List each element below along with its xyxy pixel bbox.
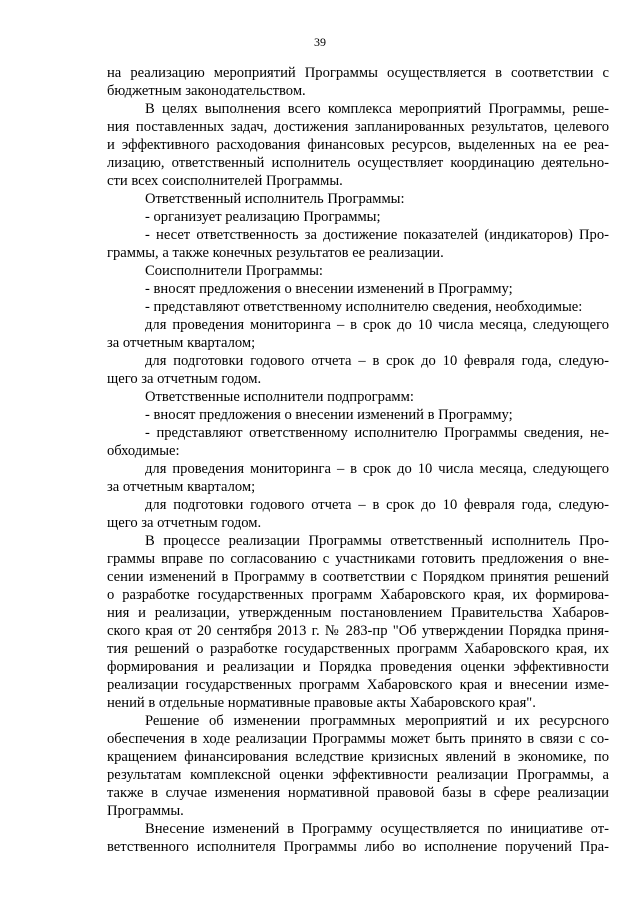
text-line: Ответственный исполнитель Программы: <box>145 191 405 207</box>
text-line: Внесение изменений в Программу осуществляется по инициативе от- <box>145 821 609 837</box>
text-line: щего за отчетным годом. <box>107 371 262 387</box>
text-line: Программы. <box>107 803 184 819</box>
text-line: - представляют ответственному исполнителю сведения, необходимые: <box>145 299 583 315</box>
text-line: лизацию, ответственный исполнитель осуществляет координацию деятельно- <box>107 155 609 171</box>
text-line: ского края от 20 сентября 2013 г. № 283-пр "Об утверждении Порядка приня- <box>107 623 609 639</box>
text-line: сении изменений в Программу в соответствии с Порядком принятия решений <box>107 569 609 585</box>
text-line: для подготовки годового отчета – в срок до 10 февраля года, следую- <box>145 353 609 369</box>
text-line: результатам комплексной оценки эффективности реализации Программы, а <box>107 767 609 783</box>
text-line: сти всех соисполнителей Программы. <box>107 173 343 189</box>
text-line: В процессе реализации Программы ответственный исполнитель Про- <box>145 533 609 549</box>
text-line: для подготовки годового отчета – в срок до 10 февраля года, следую- <box>145 497 609 513</box>
text-line: для проведения мониторинга – в срок до 10 числа месяца, следующего <box>145 461 609 477</box>
text-line: кращением финансирования вследствие кризисных явлений в экономике, по <box>107 749 609 765</box>
text-line: граммы, а также конечных результатов ее реализации. <box>107 245 444 261</box>
page-number: 39 <box>314 35 326 49</box>
text-line: ния поставленных задач, достижения запланированных результатов, целевого <box>107 119 609 135</box>
text-line: - несет ответственность за достижение показателей (индикаторов) Про- <box>145 227 609 243</box>
text-line: - представляют ответственному исполнителю Программы сведения, не- <box>145 425 609 441</box>
text-line: Ответственные исполнители подпрограмм: <box>145 389 414 405</box>
text-line: нений в отдельные нормативные правовые акты Хабаровского края". <box>107 695 536 711</box>
text-line: тия решений о разработке государственных программ Хабаровского края, их <box>107 641 609 657</box>
text-line: - вносят предложения о внесении изменений в Программу; <box>145 281 513 297</box>
text-line: - организует реализацию Программы; <box>145 209 381 225</box>
text-line: также в случае изменения нормативной правовой базы в сфере реализации <box>107 785 609 801</box>
text-line: о разработке государственных программ Хабаровского края, их формирова- <box>107 587 609 603</box>
text-line: на реализацию мероприятий Программы осуществляется в соответствии с <box>107 65 609 81</box>
text-line: обеспечения в ходе реализации Программы может быть принято в связи с со- <box>107 731 609 747</box>
text-line: щего за отчетным годом. <box>107 515 262 531</box>
text-line: для проведения мониторинга – в срок до 10 числа месяца, следующего <box>145 317 609 333</box>
text-line: В целях выполнения всего комплекса мероприятий Программы, реше- <box>145 101 609 117</box>
text-line: ния и реализации, утвержденным постановлением Правительства Хабаров- <box>107 605 609 621</box>
text-line: - вносят предложения о внесении изменений в Программу; <box>145 407 513 423</box>
text-line: формирования и реализации и Порядка проведения оценки эффективности <box>107 659 609 675</box>
text-line: Соисполнители Программы: <box>145 263 323 279</box>
text-line: реализации государственных программ Хабаровского края и внесении изме- <box>107 677 609 693</box>
text-line: граммы вправе по согласованию с участниками готовить предложения о вне- <box>107 551 609 567</box>
text-line: ветственного исполнителя Программы либо во исполнение поручений Пра- <box>107 839 609 855</box>
text-line: бюджетным законодательством. <box>107 83 306 99</box>
text-line: за отчетным кварталом; <box>107 479 256 495</box>
text-line: обходимые: <box>107 443 180 459</box>
text-line: Решение об изменении программных мероприятий и их ресурсного <box>145 713 609 729</box>
text-line: за отчетным кварталом; <box>107 335 256 351</box>
text-line: и эффективного расходования финансовых ресурсов, выделенных на ее реа- <box>107 137 609 153</box>
